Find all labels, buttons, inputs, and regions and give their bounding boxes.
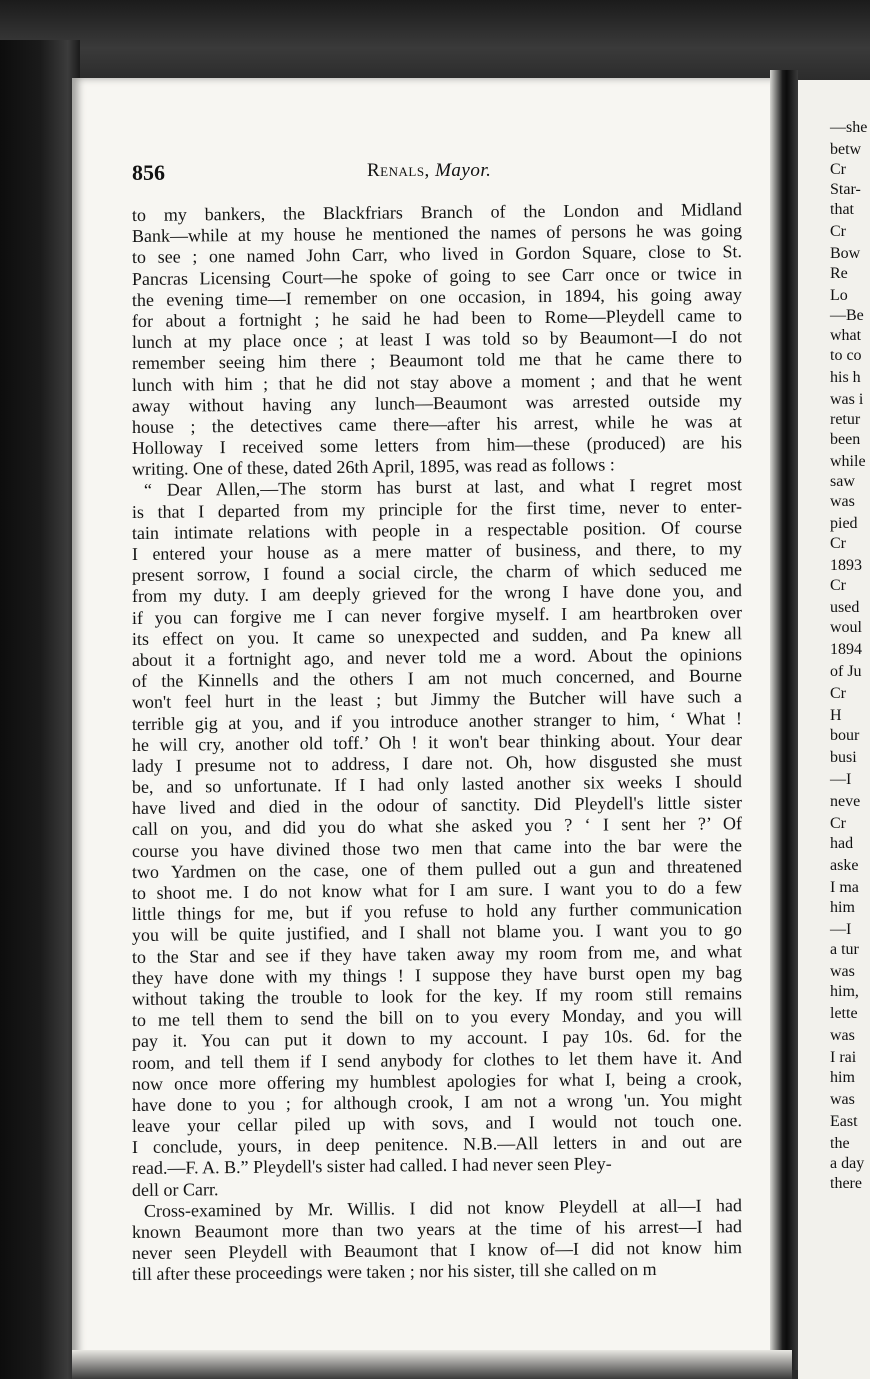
- facing-page-fragment: was: [830, 1091, 855, 1108]
- facing-page-fragment: Cr: [830, 161, 846, 178]
- facing-page-fragment: him,: [830, 983, 859, 1000]
- facing-page-fragment: lette: [830, 1005, 858, 1022]
- text-line: known Beaumont more than two years at the time of his arrest—I had: [131, 1216, 743, 1242]
- facing-page-fragment: betw: [830, 141, 862, 158]
- text-line: never seen Pleydell with Beaumont that I know of—I did not know him: [131, 1237, 743, 1264]
- facing-page-fragment: saw: [830, 473, 855, 490]
- text-line: course you have divined those two men that came into the bar were the: [131, 834, 743, 861]
- scan-top-edge: [0, 0, 870, 80]
- body-text: [131, 199, 743, 1286]
- text-line: if you can forgive me I can never forgive myself. I am heartbroken over: [131, 601, 743, 628]
- facing-page-fragment: been: [830, 431, 861, 448]
- text-line: writing. One of these, dated 26th April, 1895, was read as follows :: [131, 454, 615, 480]
- text-line: house ; the detectives came there—after his arrest, while he was at: [131, 411, 743, 437]
- facing-page-fragment: his h: [830, 369, 861, 386]
- text-line: now once more offering my humblest apologies for what I, being a crook,: [131, 1067, 743, 1094]
- text-line: be, and so unfortunate. If I had only lasted another six weeks I should: [131, 771, 743, 798]
- facing-page-fragment: a tur: [830, 941, 859, 958]
- text-line: from my duty. I am deeply grieved for the wrong I have done you, and: [131, 580, 743, 607]
- text-line: room, and tell them if I send anybody for clothes to let them have it. And: [131, 1046, 743, 1073]
- facing-page-fragment: Cr: [830, 223, 846, 240]
- facing-page-fragment: Lo: [830, 287, 848, 304]
- book-spine: [0, 40, 80, 1379]
- text-line: Cross-examined by Mr. Willis. I did not know Pleydell at all—I had: [143, 1194, 743, 1221]
- facing-page-fragment: him: [830, 899, 855, 916]
- text-line: of the Kinnells and the others I am not much concerned, and Bourne: [131, 665, 743, 692]
- text-line: to me tell them to send the bill on to you every Monday, and you will: [131, 1004, 743, 1031]
- text-line: dell or Carr.: [131, 1178, 219, 1200]
- facing-page-fragment: Re: [830, 265, 848, 282]
- facing-page-fragment: aske: [830, 857, 859, 874]
- text-line: Bank—while at my house he mentioned the names of persons he was going: [131, 220, 743, 247]
- facing-page-fragment: him: [830, 1069, 855, 1086]
- facing-page-fragment: there: [830, 1175, 862, 1192]
- facing-page-fragment: what: [830, 327, 862, 344]
- facing-page-fragment: used: [830, 599, 860, 616]
- facing-page-fragment: —Be: [830, 307, 864, 324]
- running-head-title: Mayor.: [435, 160, 492, 181]
- text-line: terrible gig at you, and if you introduce another stranger to him, ‘ What !: [131, 707, 743, 734]
- facing-page-fragment: Cr: [830, 577, 846, 594]
- facing-page-edge: [798, 80, 870, 1379]
- text-line: is that I departed from my principle for the first time, never to enter-: [131, 495, 743, 522]
- text-line: two Yardmen on the case, one of them pulled out a gun and threatened: [131, 855, 743, 882]
- text-line: have done to you ; for although crook, I am not a wrong 'un. You might: [131, 1089, 743, 1115]
- text-line: present sorrow, I found a social circle, the charm of which seduced me: [131, 559, 743, 586]
- facing-page-fragment: of Ju: [830, 663, 862, 680]
- facing-page-fragment: Cr: [830, 535, 846, 552]
- facing-page-fragment: retur: [830, 411, 861, 428]
- facing-page-fragment: —I: [830, 921, 852, 938]
- text-line: the evening time—I remember on one occasion, in 1894, his going away: [131, 283, 743, 310]
- facing-page-fragment: I ma: [830, 879, 859, 896]
- text-line: little things for me, but if you refuse to hold any further communication: [131, 898, 743, 925]
- facing-page-fragment: I rai: [830, 1049, 857, 1066]
- facing-page-fragment: East: [830, 1113, 858, 1130]
- text-line: remember seeing him there ; Beaumont told me that he came there to: [131, 347, 743, 374]
- text-line: till after these proceedings were taken ; nor his sister, till she called on m: [131, 1259, 657, 1285]
- page-number: 856: [132, 160, 165, 185]
- text-line: for about a fortnight ; he said he had been to Rome—Pleydell came to: [131, 305, 743, 331]
- text-line: to see ; one named John Carr, who lived in Gordon Square, close to St.: [131, 241, 743, 268]
- text-line: Pancras Licensing Court—he spoke of going to see Carr once or twice in: [131, 262, 743, 289]
- text-line: they have done with my things ! I suppose they have burst open my bag: [131, 961, 743, 988]
- book-gutter: [770, 70, 798, 1370]
- facing-page-fragment: had: [830, 835, 854, 852]
- text-line: read.—F. A. B.” Pleydell's sister had called. I had never seen Pley-: [131, 1153, 612, 1179]
- facing-page-fragment: to co: [830, 347, 862, 364]
- text-line: pay it. You can put it down to my account. I pay 10s. 6d. for the: [131, 1025, 743, 1052]
- facing-page-fragment: H: [830, 707, 842, 724]
- text-line: leave your cellar piled up with sovs, and I would not touch one.: [131, 1110, 743, 1137]
- facing-page-fragment: was: [830, 493, 855, 510]
- facing-page-fragment: busi: [830, 749, 857, 766]
- running-head-name: Renals,: [367, 160, 430, 181]
- facing-page-fragment: bour: [830, 727, 860, 744]
- text-line: call on you, and did you do what she asked you ? ‘ I sent her ?’ Of: [131, 813, 743, 840]
- text-line: I conclude, yours, in deep penitence. N.B.—All letters in and out are: [131, 1131, 743, 1158]
- text-line: to my bankers, the Blackfriars Branch of the London and Midland: [131, 199, 743, 225]
- facing-page-fragment: while: [830, 453, 866, 470]
- facing-page-fragment: Cr: [830, 815, 846, 832]
- text-line: without taking the trouble to look for the key. If my room still remains: [131, 983, 743, 1009]
- text-line: tain intimate relations with people in a respectable position. Of course: [131, 516, 743, 543]
- text-line: you will be quite justified, and I shall not blame you. I want you to go: [131, 919, 743, 946]
- text-line: lunch with him ; that he did not stay above a moment ; and that he went: [131, 368, 743, 395]
- page-header: [132, 160, 736, 190]
- facing-page-fragment: that: [830, 201, 854, 218]
- text-line: he will cry, another old toff.’ Oh ! it won't bear thinking about. Your dear: [131, 728, 743, 755]
- facing-page-fragment: woul: [830, 619, 862, 636]
- facing-page-fragment: —she: [830, 119, 868, 136]
- facing-page-fragment: a day: [830, 1155, 865, 1172]
- facing-page-fragment: 1894: [830, 641, 862, 658]
- text-line: away without having any lunch—Beaumont was arrested outside my: [131, 389, 743, 416]
- text-line: have lived and died in the odour of sanctity. Did Pleydell's little sister: [131, 792, 743, 819]
- text-line: about it a fortnight ago, and never told me a word. About the opinions: [131, 644, 743, 670]
- text-line: lady I presume not to address, I dare not. Oh, how disgusted she must: [131, 750, 743, 776]
- running-head: [367, 160, 491, 182]
- text-line: lunch at my place once ; at least I was told so by Beaumont—I do not: [131, 326, 743, 353]
- text-line: Holloway I received some letters from him—these (produced) are his: [131, 432, 743, 459]
- facing-page-fragment: 1893: [830, 557, 862, 574]
- page-bottom-edge: [72, 1350, 792, 1379]
- facing-page-fragment: was: [830, 1027, 855, 1044]
- facing-page-fragment: the: [830, 1135, 850, 1152]
- facing-page-fragment: —I: [830, 771, 852, 788]
- text-line: “ Dear Allen,—The storm has burst at last, and what I regret most: [143, 474, 743, 501]
- facing-page-fragment: was i: [830, 391, 864, 408]
- text-line: I entered your house as a mere matter of business, and there, to my: [131, 538, 743, 564]
- text-line: its effect on you. It came so unexpected and sudden, and Pa knew all: [131, 622, 743, 649]
- facing-page-fragment: neve: [830, 793, 861, 810]
- facing-page-fragment: pied: [830, 515, 858, 532]
- text-line: won't feel hurt in the least ; but Jimmy the Butcher will have such a: [131, 686, 743, 713]
- text-line: to the Star and see if they have taken away my room from me, and what: [131, 940, 743, 967]
- text-line: to shoot me. I do not know what for I am sure. I want you to do a few: [131, 877, 743, 903]
- facing-page-fragment: Star-: [830, 181, 861, 198]
- facing-page-fragment: Bow: [830, 245, 861, 262]
- facing-page-fragment: Cr: [830, 685, 846, 702]
- facing-page-fragment: was: [830, 963, 855, 980]
